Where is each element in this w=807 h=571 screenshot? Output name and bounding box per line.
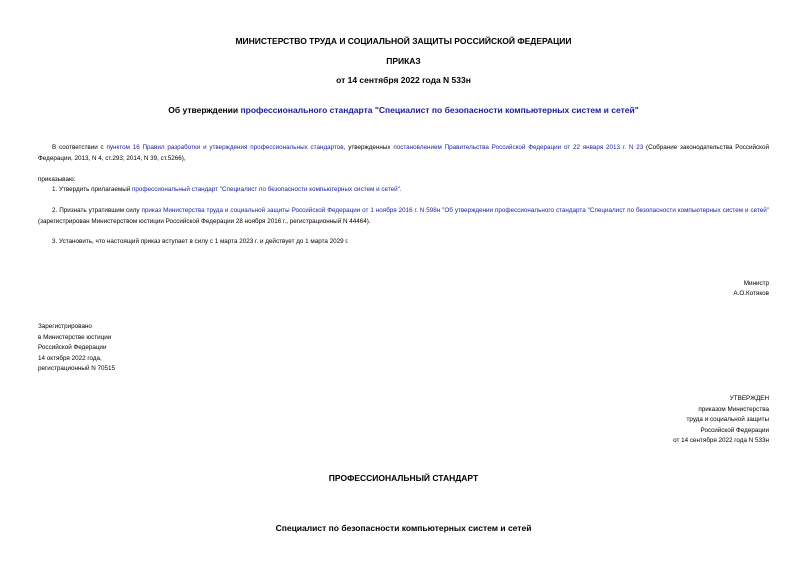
approval-line-3: труда и социальной защиты [686, 416, 769, 423]
item-3: 3. Установить, что настоящий приказ вступает в силу с 1 марта 2023 г. и действует до 1 марта 2029 г. [52, 238, 349, 245]
ministry-heading: МИНИСТЕРСТВО ТРУДА И СОЦИАЛЬНОЙ ЗАЩИТЫ РОССИЙСКОЙ ФЕДЕРАЦИИ [235, 36, 572, 46]
order-title [0, 105, 807, 115]
registration-line-5: регистрационный N 70515 [38, 365, 116, 372]
registration-line-1: Зарегистрировано [38, 323, 92, 330]
standard-heading: ПРОФЕССИОНАЛЬНЫЙ СТАНДАРТ [328, 473, 479, 483]
registration-line-3: Российской Федерации [38, 344, 107, 351]
signature-role: Министр [743, 280, 769, 287]
rules-link[interactable]: пунктом 16 Правил разработки и утверждения профессиональных стандартов [106, 144, 344, 151]
preamble-text-3: (Собрание законодательства Российской Федерации, 2013, N 4, ст.293; 2014, N 39, ст.5266), [38, 144, 770, 162]
item-1-standard-link[interactable]: профессиональный стандарт "Специалист по безопасности компьютерных систем и сетей" [132, 186, 400, 193]
doc-type-heading: ПРИКАЗ [386, 56, 421, 66]
order-date-number: от 14 сентября 2022 года N 533н [336, 75, 471, 85]
signature-name: А.О.Котяков [733, 290, 769, 297]
registration-line-4: 14 октября 2022 года, [38, 354, 102, 362]
order-title-prefix: Об утверждении [168, 105, 241, 115]
approval-line-5: от 14 сентября 2022 года N 533н [673, 437, 769, 444]
standard-title-link[interactable]: профессионального стандарта "Специалист по безопасности компьютерных систем и сетей" [240, 105, 639, 115]
item-1-text: 1. Утвердить прилагаемый [52, 186, 133, 193]
standard-subtitle: Специалист по безопасности компьютерных систем и сетей [275, 523, 532, 533]
approval-line-4: Российской Федерации [700, 426, 769, 434]
approval-line-1: УТВЕРЖДЕН [729, 395, 769, 402]
item-2 [38, 206, 769, 227]
preamble-paragraph [38, 143, 769, 164]
item-1-end: . [399, 186, 402, 193]
order-word: приказываю: [38, 176, 76, 183]
approval-line-2: приказом Министерства [698, 405, 769, 413]
item-1 [52, 185, 769, 196]
preamble-text-1: В соответствии с [52, 144, 107, 151]
government-decree-link[interactable]: постановлением Правительства Российской Федерации от 22 января 2013 г. N 23 [393, 144, 644, 151]
item-2-repealed-order-link[interactable]: приказ Министерства труда и социальной защиты Российской Федерации от 1 ноября 2016 г. N 598н "Об утверждении профессионального стандарта "Специалист по безопасности компьютерных систем и сетей" [141, 207, 769, 214]
preamble-text-2: , утвержденных [343, 144, 394, 151]
item-2-text: 2. Признать утратившим силу [52, 207, 142, 214]
registration-line-2: в Министерстве юстиции [38, 333, 112, 341]
approval-block [560, 394, 769, 447]
registration-block [38, 322, 115, 375]
item-2-end: (зарегистрирован Министерством юстиции Российской Федерации 28 ноября 2016 г., регистрационный N 44464). [38, 217, 371, 225]
